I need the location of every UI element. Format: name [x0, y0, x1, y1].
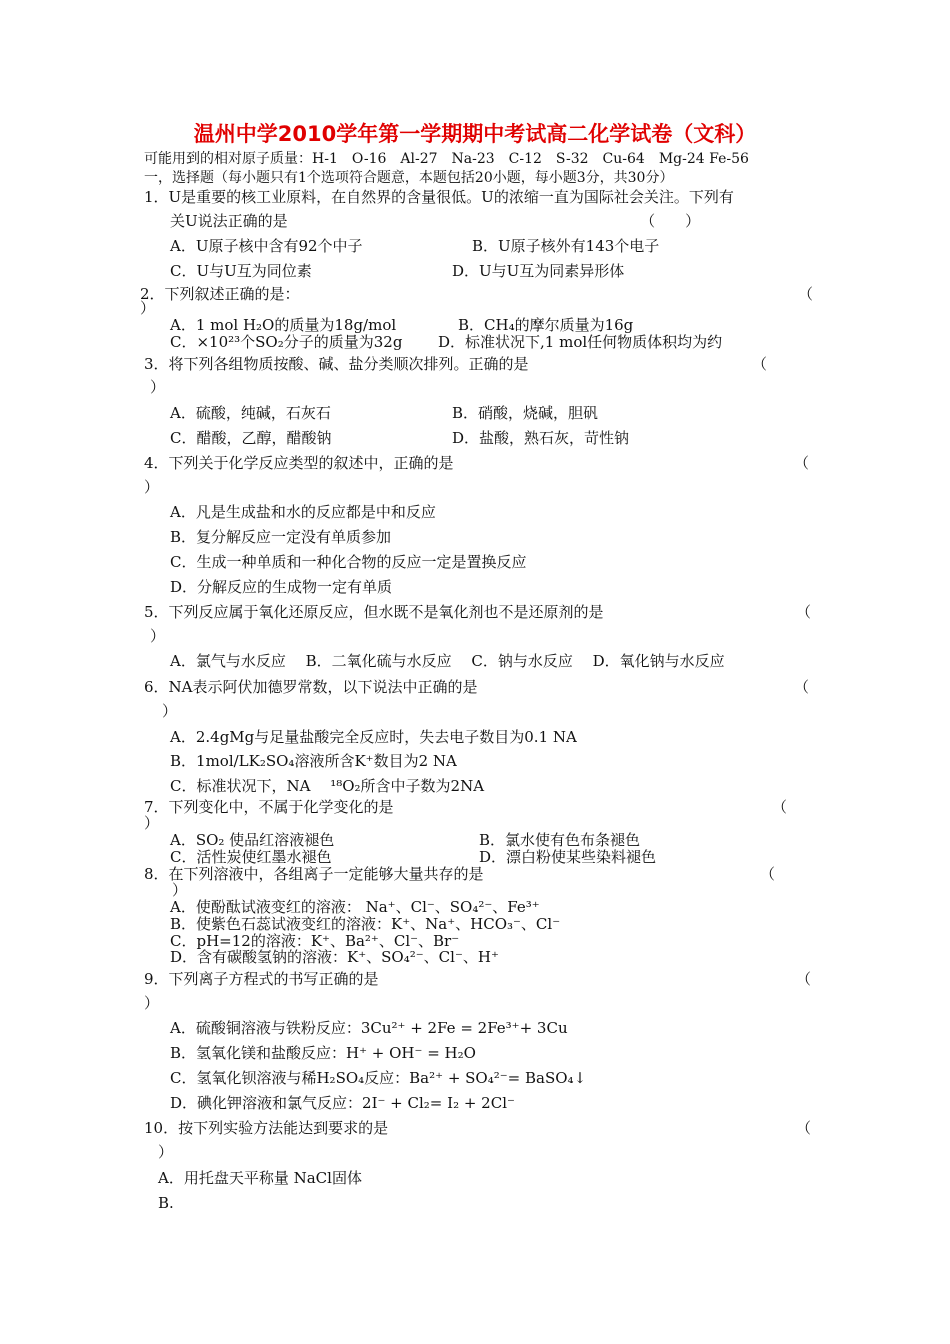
q9-option-d: D．碘化钾溶液和氯气反应：2I⁻ + Cl₂= I₂ + 2Cl⁻: [170, 1094, 515, 1112]
q6-paren-open: （: [794, 678, 810, 696]
q10-option-b: B.: [158, 1194, 174, 1212]
q5-paren-open: （: [796, 603, 812, 621]
q10-stem: 10．按下列实验方法能达到要求的是: [144, 1119, 389, 1137]
q4-paren-close: ）: [144, 478, 160, 496]
q1-option-a: A．U原子核中含有92个中子: [170, 237, 363, 255]
q8-paren-close: ）: [172, 881, 188, 899]
q10-option-a: A．用托盘天平称量 NaCl固体: [158, 1169, 362, 1187]
q9-paren-open: （: [796, 970, 812, 988]
q3-paren-open: （: [752, 355, 768, 373]
q1-option-c: C．U与U互为同位素: [170, 262, 312, 280]
q10-paren-close: ）: [158, 1143, 174, 1161]
q8-option-d: D．含有碳酸氢钠的溶液：K⁺、SO₄²⁻、Cl⁻、H⁺: [170, 948, 499, 966]
q3-option-a: A．硫酸，纯碱，石灰石: [170, 404, 331, 422]
q1-stem-line1: 1．U是重要的核工业原料，在自然界的含量很低。U的浓缩一直为国际社会关注。下列有: [144, 188, 734, 206]
q1-option-d: D．U与U互为同素异形体: [452, 262, 625, 280]
page-title: 温州中学2010学年第一学期期中考试高二化学试卷（文科）: [193, 122, 757, 146]
q1-stem-line2: 关U说法正确的是 （ ）: [170, 212, 701, 230]
q5-paren-close: ）: [150, 627, 166, 645]
q7-paren-close: ）: [144, 814, 160, 832]
q3-paren-close: ）: [150, 378, 166, 396]
q7-option-b: B．氯水使有色布条褪色: [479, 831, 641, 849]
q4-option-a: A．凡是生成盐和水的反应都是中和反应: [170, 503, 436, 521]
q2-paren-open: （: [798, 285, 814, 303]
q3-option-d: D．盐酸，熟石灰，苛性钠: [452, 429, 630, 447]
q6-paren-close: ）: [162, 702, 178, 720]
q4-stem: 4．下列关于化学反应类型的叙述中，正确的是: [144, 454, 454, 472]
q4-option-d: D．分解反应的生成物一定有单质: [170, 578, 393, 596]
q10-paren-open: （: [796, 1119, 812, 1137]
q6-stem: 6．NA表示阿伏加德罗常数，以下说法中正确的是: [144, 678, 478, 696]
q9-stem: 9．下列离子方程式的书写正确的是: [144, 970, 379, 988]
atomic-masses: 可能用到的相对原子质量：H-1 O-16 Al-27 Na-23 C-12 S-32 Cu-64 Mg-24 Fe-56: [144, 151, 749, 167]
q6-option-a: A．2.4gMg与足量盐酸完全反应时，失去电子数目为0.1 NA: [170, 728, 577, 746]
q4-paren-open: （: [794, 454, 810, 472]
q6-option-c: C．标准状况下，NA ¹⁸O₂所含中子数为2NA: [170, 777, 485, 795]
q2-option-d: D．标准状况下,1 mol任何物质体积均为约: [438, 333, 723, 351]
q1-option-b: B．U原子核外有143个电子: [472, 237, 660, 255]
q9-paren-close: ）: [144, 994, 160, 1012]
q9-option-a: A．硫酸铜溶液与铁粉反应：3Cu²⁺ + 2Fe = 2Fe³⁺+ 3Cu: [170, 1019, 568, 1037]
q4-option-c: C．生成一种单质和一种化合物的反应一定是置换反应: [170, 553, 527, 571]
q3-stem: 3．将下列各组物质按酸、碱、盐分类顺次排列。正确的是: [144, 355, 529, 373]
section-header: 一，选择题（每小题只有1个选项符合题意，本题包括20小题，每小题3分，共30分）: [144, 170, 674, 186]
q9-option-c: C．氢氧化钡溶液与稀H₂SO₄反应：Ba²⁺ + SO₄²⁻= BaSO₄↓: [170, 1069, 587, 1087]
q9-option-b: B．氢氧化镁和盐酸反应：H⁺ + OH⁻ = H₂O: [170, 1044, 476, 1062]
q4-option-b: B．复分解反应一定没有单质参加: [170, 528, 392, 546]
q6-option-b: B．1mol/LK₂SO₄溶液所含K⁺数目为2 NA: [170, 752, 457, 770]
q7-option-d: D．漂白粉使某些染料褪色: [479, 848, 657, 866]
q2-option-b: B．CH₄的摩尔质量为16g: [458, 316, 634, 334]
q8-paren-open: （: [760, 865, 776, 883]
q7-stem: 7．下列变化中，不属于化学变化的是: [144, 798, 394, 816]
q8-stem: 8．在下列溶液中，各组离子一定能够大量共存的是: [144, 865, 484, 883]
q2-option-a: A．1 mol H₂O的质量为18g/mol: [170, 316, 397, 334]
q2-stem: 2．下列叙述正确的是：: [140, 285, 300, 303]
q2-paren-close: ）: [140, 299, 156, 317]
q3-option-b: B．硝酸，烧碱，胆矾: [452, 404, 599, 422]
q5-options: A．氯气与水反应 B．二氧化硫与水反应 C．钠与水反应 D．氧化钠与水反应: [170, 652, 725, 670]
q8-option-b: B．使紫色石蕊试液变红的溶液：K⁺、Na⁺、HCO₃⁻、Cl⁻: [170, 915, 561, 933]
q3-option-c: C．醋酸，乙醇，醋酸钠: [170, 429, 332, 447]
q7-paren-open: （: [772, 798, 788, 816]
q5-stem: 5．下列反应属于氧化还原反应，但水既不是氧化剂也不是还原剂的是: [144, 603, 604, 621]
q2-option-c: C．×10²³个SO₂分子的质量为32g: [170, 333, 403, 351]
q8-option-a: A．使酚酞试液变红的溶液： Na⁺、Cl⁻、SO₄²⁻、Fe³⁺: [170, 898, 540, 916]
q8-option-c: C．pH=12的溶液：K⁺、Ba²⁺、Cl⁻、Br⁻: [170, 932, 460, 950]
q7-option-c: C．活性炭使红墨水褪色: [170, 848, 332, 866]
q7-option-a: A．SO₂ 使品红溶液褪色: [170, 831, 335, 849]
